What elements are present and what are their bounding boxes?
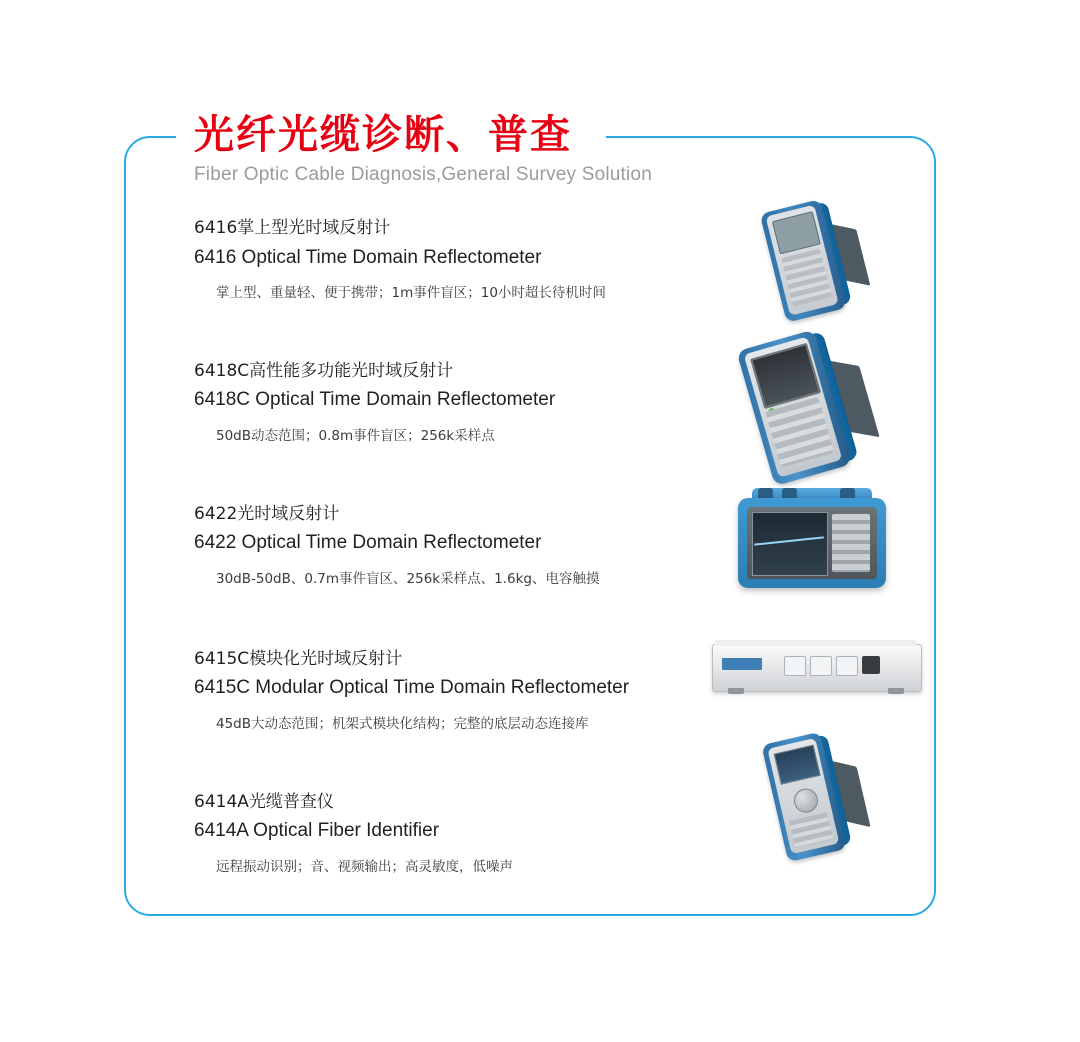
list-item — [194, 359, 734, 446]
product-image-6415c — [712, 638, 922, 700]
product-name-en: 6416 Optical Time Domain Reflectometer — [194, 246, 542, 268]
product-description: 30dB-50dB、0.7m事件盲区、256k采样点、1.6kg、电容触摸 — [216, 570, 600, 587]
product-name-cn: 6415C模块化光时域反射计 — [194, 648, 403, 669]
title-english: Fiber Optic Cable Diagnosis,General Survey Solution — [194, 164, 652, 185]
product-description: 远程振动识别；音、视频输出；高灵敏度，低噪声 — [216, 858, 513, 875]
chassis-foot — [728, 688, 744, 694]
product-name-en: 6422 Optical Time Domain Reflectometer — [194, 532, 542, 554]
list-item — [194, 216, 734, 303]
power-button — [862, 656, 880, 674]
product-name-cn: 6416掌上型光时域反射计 — [194, 218, 391, 238]
module-slot — [784, 656, 806, 676]
product-list — [194, 216, 734, 876]
list-item — [194, 502, 734, 589]
product-name-en: 6414A Optical Fiber Identifier — [194, 820, 440, 842]
top-edge — [715, 640, 917, 646]
product-name-en: 6415C Modular Optical Time Domain Reflectometer — [194, 677, 630, 699]
title-chinese: 光纤光缆诊断、普查 — [194, 112, 572, 158]
chassis-foot — [888, 688, 904, 694]
product-description: 50dB动态范围；0.8m事件盲区；256k采样点 — [216, 427, 495, 444]
product-name-cn: 6414A光缆普查仪 — [194, 791, 334, 812]
product-image-6422 — [738, 488, 888, 598]
product-name-cn: 6418C高性能多功能光时域反射计 — [194, 360, 454, 381]
module-slot — [836, 656, 858, 676]
page-title — [194, 112, 854, 186]
brand-label — [722, 658, 762, 670]
product-name-en: 6418C Optical Time Domain Reflectometer — [194, 389, 556, 411]
list-item — [194, 790, 734, 877]
keypad — [832, 514, 870, 572]
list-item — [194, 647, 734, 734]
product-description: 45dB大动态范围；机架式模块化结构；完整的底层动态连接库 — [216, 715, 589, 732]
module-slot — [810, 656, 832, 676]
product-name-cn: 6422光时域反射计 — [194, 503, 340, 524]
product-description: 掌上型、重量轻、便于携带；1m事件盲区；10小时超长待机时间 — [216, 285, 606, 301]
